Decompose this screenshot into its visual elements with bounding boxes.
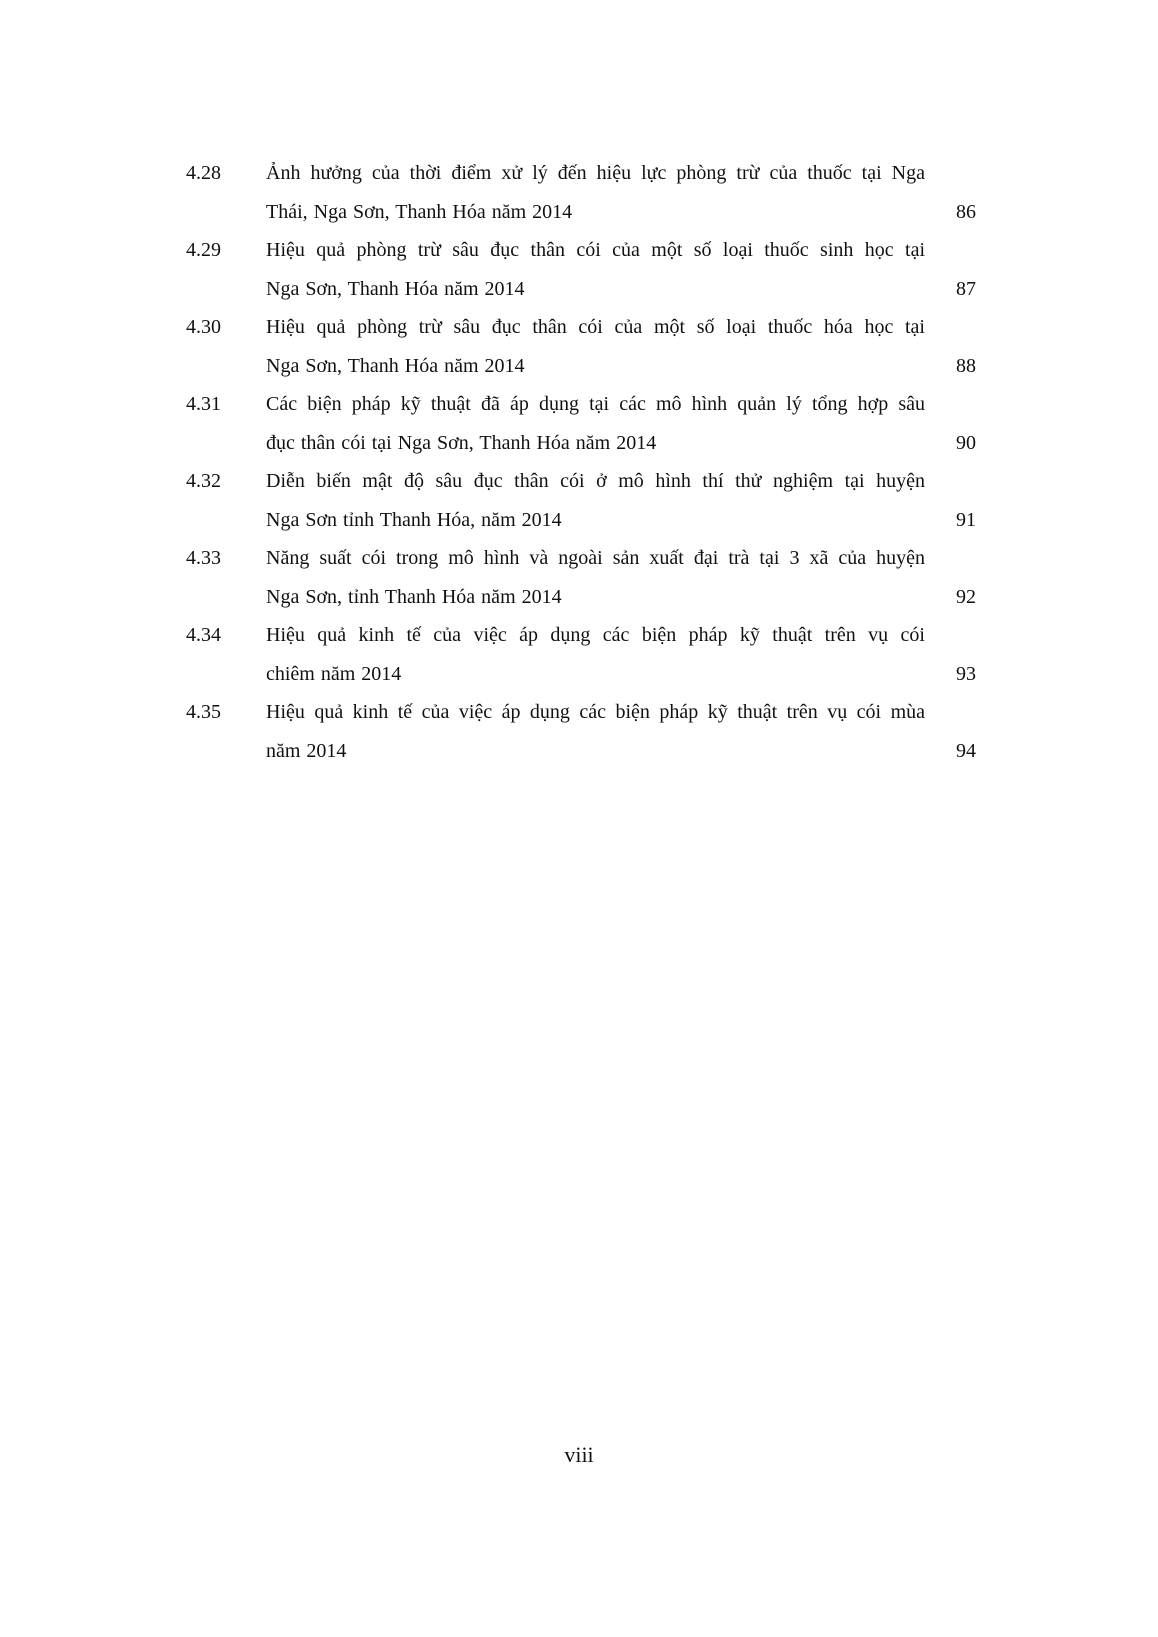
entry-page-number: 92 [956,585,976,608]
entry-number: 4.33 [186,547,221,569]
entry-title [266,231,925,308]
entry-number: 4.30 [186,316,221,338]
entry-title [266,154,925,231]
entry-title [266,385,925,462]
entry-page-number: 94 [956,739,976,762]
entry-page-number: 91 [956,508,976,531]
toc-entry-4-35 [186,693,986,770]
toc-entry-4-29 [186,231,986,308]
entry-number: 4.34 [186,624,221,646]
entry-title-line-2: Nga Sơn tỉnh Thanh Hóa, năm 2014 [266,508,562,531]
entry-page-number: 88 [956,354,976,377]
entry-title [266,693,925,770]
page-footer-number: viii [564,1442,594,1467]
entry-title-line-2: đục thân cói tại Nga Sơn, Thanh Hóa năm 2014 [266,431,657,454]
entry-number: 4.35 [186,701,221,723]
entry-title-line-1: Ảnh hưởng của thời điểm xử lý đến hiệu lực phòng trừ của thuốc tại Nga [266,162,925,184]
entry-title-line-1: Hiệu quả kinh tế của việc áp dụng các biện pháp kỹ thuật trên vụ cói mùa [266,701,925,723]
entry-title-line-1: Hiệu quả phòng trừ sâu đục thân cói của một số loại thuốc hóa học tại [266,316,925,338]
toc-entry-4-31 [186,385,986,462]
toc-entry-4-34 [186,616,986,693]
entry-title [266,308,925,385]
entry-title-line-1: Hiệu quả phòng trừ sâu đục thân cói của một số loại thuốc sinh học tại [266,239,925,261]
entry-title-line-1: Diễn biến mật độ sâu đục thân cói ở mô hình thí thử nghiệm tại huyện [266,470,925,492]
toc-entry-4-30 [186,308,986,385]
entry-title [266,616,925,693]
entry-number: 4.28 [186,162,221,184]
toc-entry-4-33 [186,539,986,616]
entry-page-number: 87 [956,277,976,300]
table-list [186,154,986,770]
entry-title [266,462,925,539]
entry-page-number: 86 [956,200,976,223]
entry-number: 4.29 [186,239,221,261]
entry-title-line-2: Nga Sơn, Thanh Hóa năm 2014 [266,277,525,300]
entry-title-line-2: Nga Sơn, Thanh Hóa năm 2014 [266,354,525,377]
entry-title-line-1: Năng suất cói trong mô hình và ngoài sản xuất đại trà tại 3 xã của huyện [266,547,925,569]
entry-title-line-2: Thái, Nga Sơn, Thanh Hóa năm 2014 [266,200,573,223]
entry-title [266,539,925,616]
entry-title-line-2: chiêm năm 2014 [266,662,402,685]
entry-number: 4.31 [186,393,221,415]
entry-title-line-2: năm 2014 [266,739,347,762]
entry-number: 4.32 [186,470,221,492]
entry-page-number: 93 [956,662,976,685]
entry-page-number: 90 [956,431,976,454]
toc-entry-4-28 [186,154,986,231]
entry-title-line-1: Các biện pháp kỹ thuật đã áp dụng tại các mô hình quản lý tổng hợp sâu [266,393,925,415]
entry-title-line-1: Hiệu quả kinh tế của việc áp dụng các biện pháp kỹ thuật trên vụ cói [266,624,925,646]
toc-entry-4-32 [186,462,986,539]
entry-title-line-2: Nga Sơn, tỉnh Thanh Hóa năm 2014 [266,585,562,608]
